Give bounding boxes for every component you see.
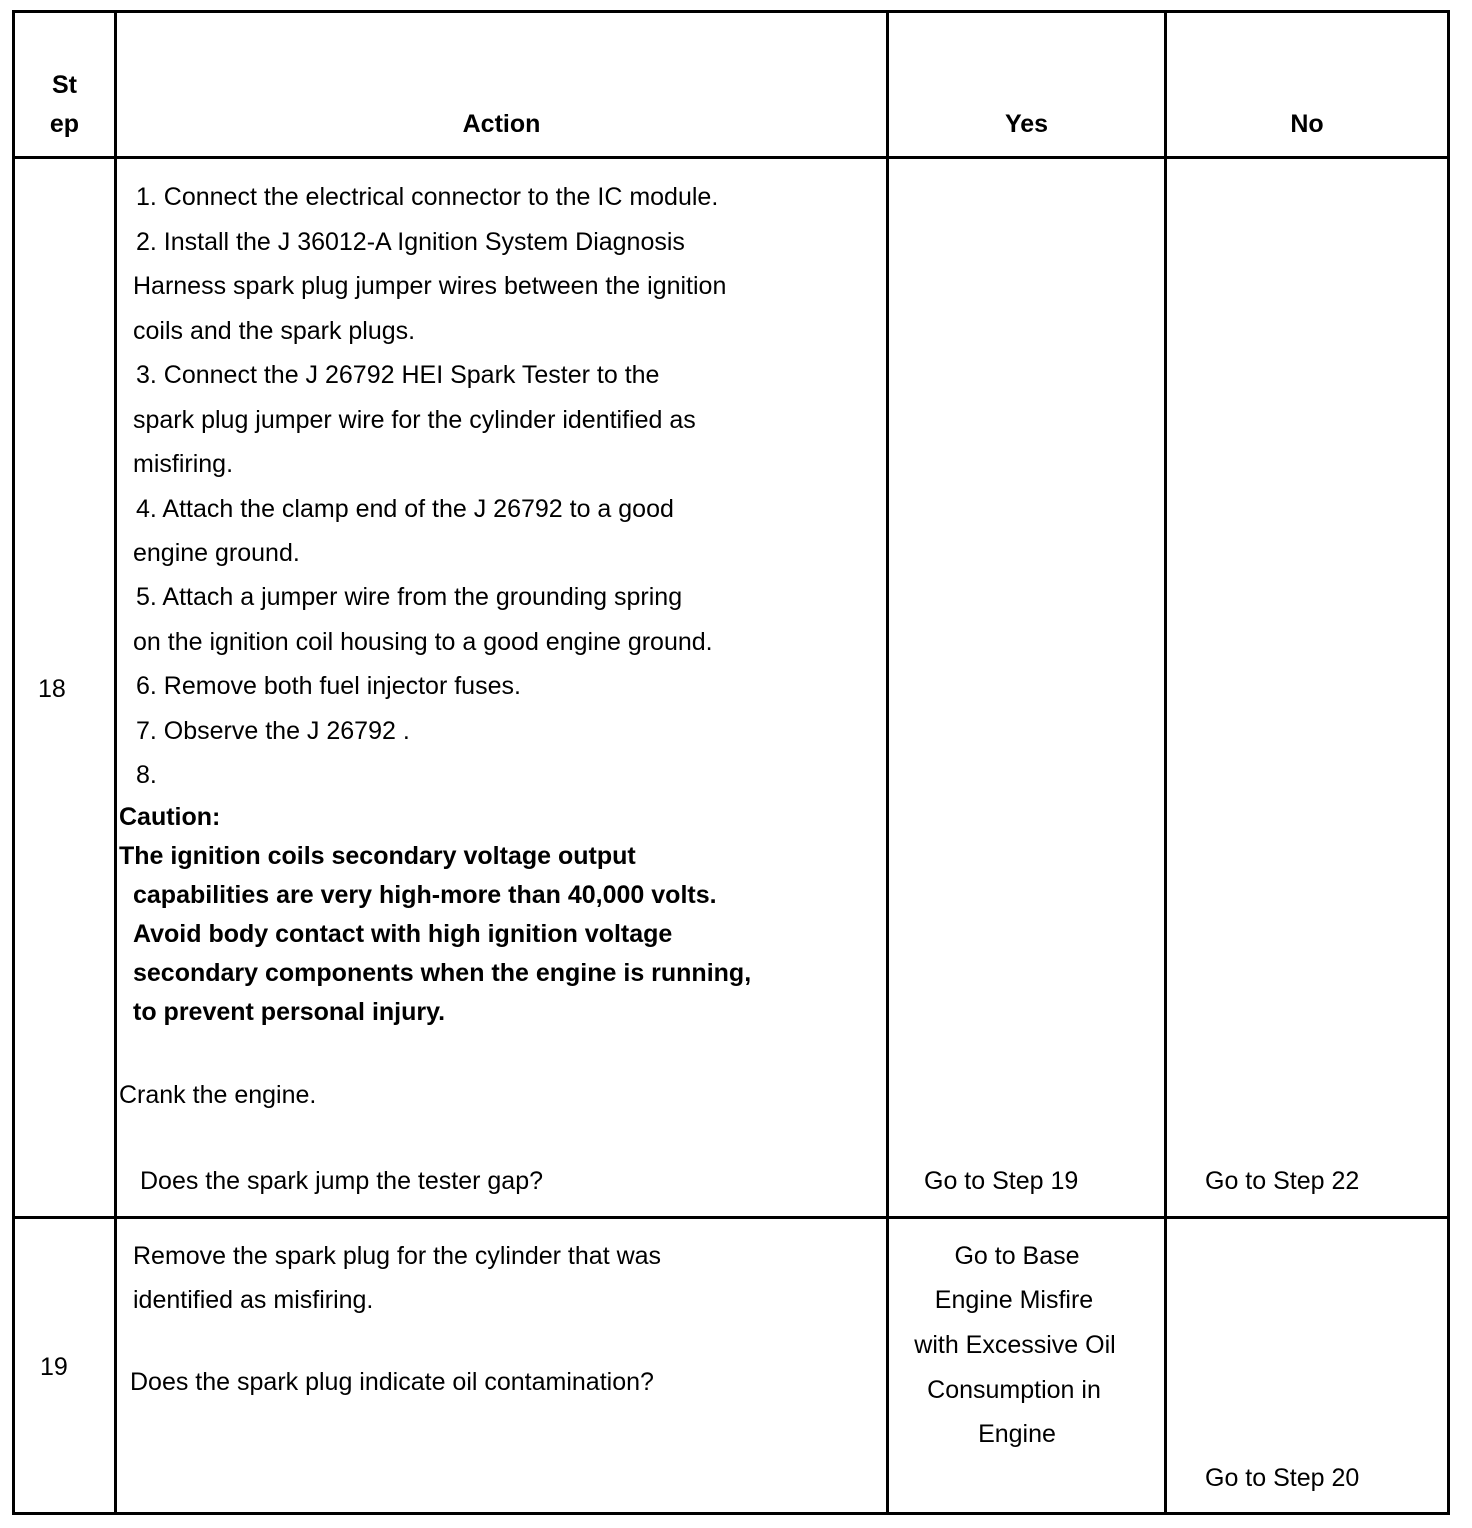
caution-line: Avoid body contact with high ignition voltage xyxy=(133,920,673,948)
header-action: Action xyxy=(462,110,541,138)
table-border-bottom xyxy=(12,1512,1450,1515)
action-line: identified as misfiring. xyxy=(133,1286,374,1314)
column-divider-yes xyxy=(1164,10,1167,1515)
action-line: on the ignition coil housing to a good engine ground. xyxy=(133,628,713,656)
action-line: 8. xyxy=(136,761,157,789)
caution-line: secondary components when the engine is running, xyxy=(133,959,752,987)
caution-line: capabilities are very high-more than 40,000 volts. xyxy=(133,881,717,909)
caution-line: The ignition coils secondary voltage output xyxy=(119,842,636,870)
header-no: No xyxy=(1290,110,1324,138)
action-line: 7. Observe the J 26792 . xyxy=(136,717,410,745)
header-step-line1: St xyxy=(52,71,77,99)
caution-label: Caution: xyxy=(119,803,221,831)
action-line: 4. Attach the clamp end of the J 26792 to a good xyxy=(136,495,674,523)
header-yes: Yes xyxy=(1004,110,1049,138)
instruction-text: Crank the engine. xyxy=(119,1081,317,1109)
yes-result-line: Engine Misfire xyxy=(934,1286,1094,1314)
table-border-right xyxy=(1447,10,1450,1515)
step-number: 18 xyxy=(38,675,66,703)
action-line: 3. Connect the J 26792 HEI Spark Tester to the xyxy=(136,361,660,389)
action-line: 2. Install the J 36012-A Ignition System Diagnosis xyxy=(136,228,685,256)
question-text: Does the spark plug indicate oil contamination? xyxy=(130,1368,654,1396)
header-divider xyxy=(12,156,1450,159)
action-line: engine ground. xyxy=(133,539,300,567)
yes-result-line: Engine xyxy=(978,1420,1056,1448)
yes-result-line: with Excessive Oil xyxy=(914,1331,1116,1359)
yes-result-line: Consumption in xyxy=(927,1376,1101,1404)
table-border-top xyxy=(12,10,1450,13)
action-line: 5. Attach a jumper wire from the grounding spring xyxy=(136,583,683,611)
action-line: 1. Connect the electrical connector to the IC module. xyxy=(136,183,719,211)
table-border-left xyxy=(12,10,15,1515)
yes-result: Go to Step 19 xyxy=(924,1167,1079,1195)
question-text: Does the spark jump the tester gap? xyxy=(140,1167,544,1195)
caution-line: to prevent personal injury. xyxy=(133,998,446,1026)
no-result: Go to Step 20 xyxy=(1205,1464,1360,1492)
action-line: Harness spark plug jumper wires between the ignition xyxy=(133,272,727,300)
action-line: misfiring. xyxy=(133,450,234,478)
yes-result-line: Go to Base xyxy=(954,1242,1080,1270)
action-line: Remove the spark plug for the cylinder that was xyxy=(133,1242,662,1270)
action-line: spark plug jumper wire for the cylinder identified as xyxy=(133,406,696,434)
action-line: 6. Remove both fuel injector fuses. xyxy=(136,672,521,700)
action-line: coils and the spark plugs. xyxy=(133,317,416,345)
row-divider xyxy=(12,1216,1450,1219)
step-number: 19 xyxy=(40,1353,68,1381)
column-divider-step xyxy=(114,10,117,1515)
no-result: Go to Step 22 xyxy=(1205,1167,1360,1195)
header-step-line2: ep xyxy=(49,110,80,138)
